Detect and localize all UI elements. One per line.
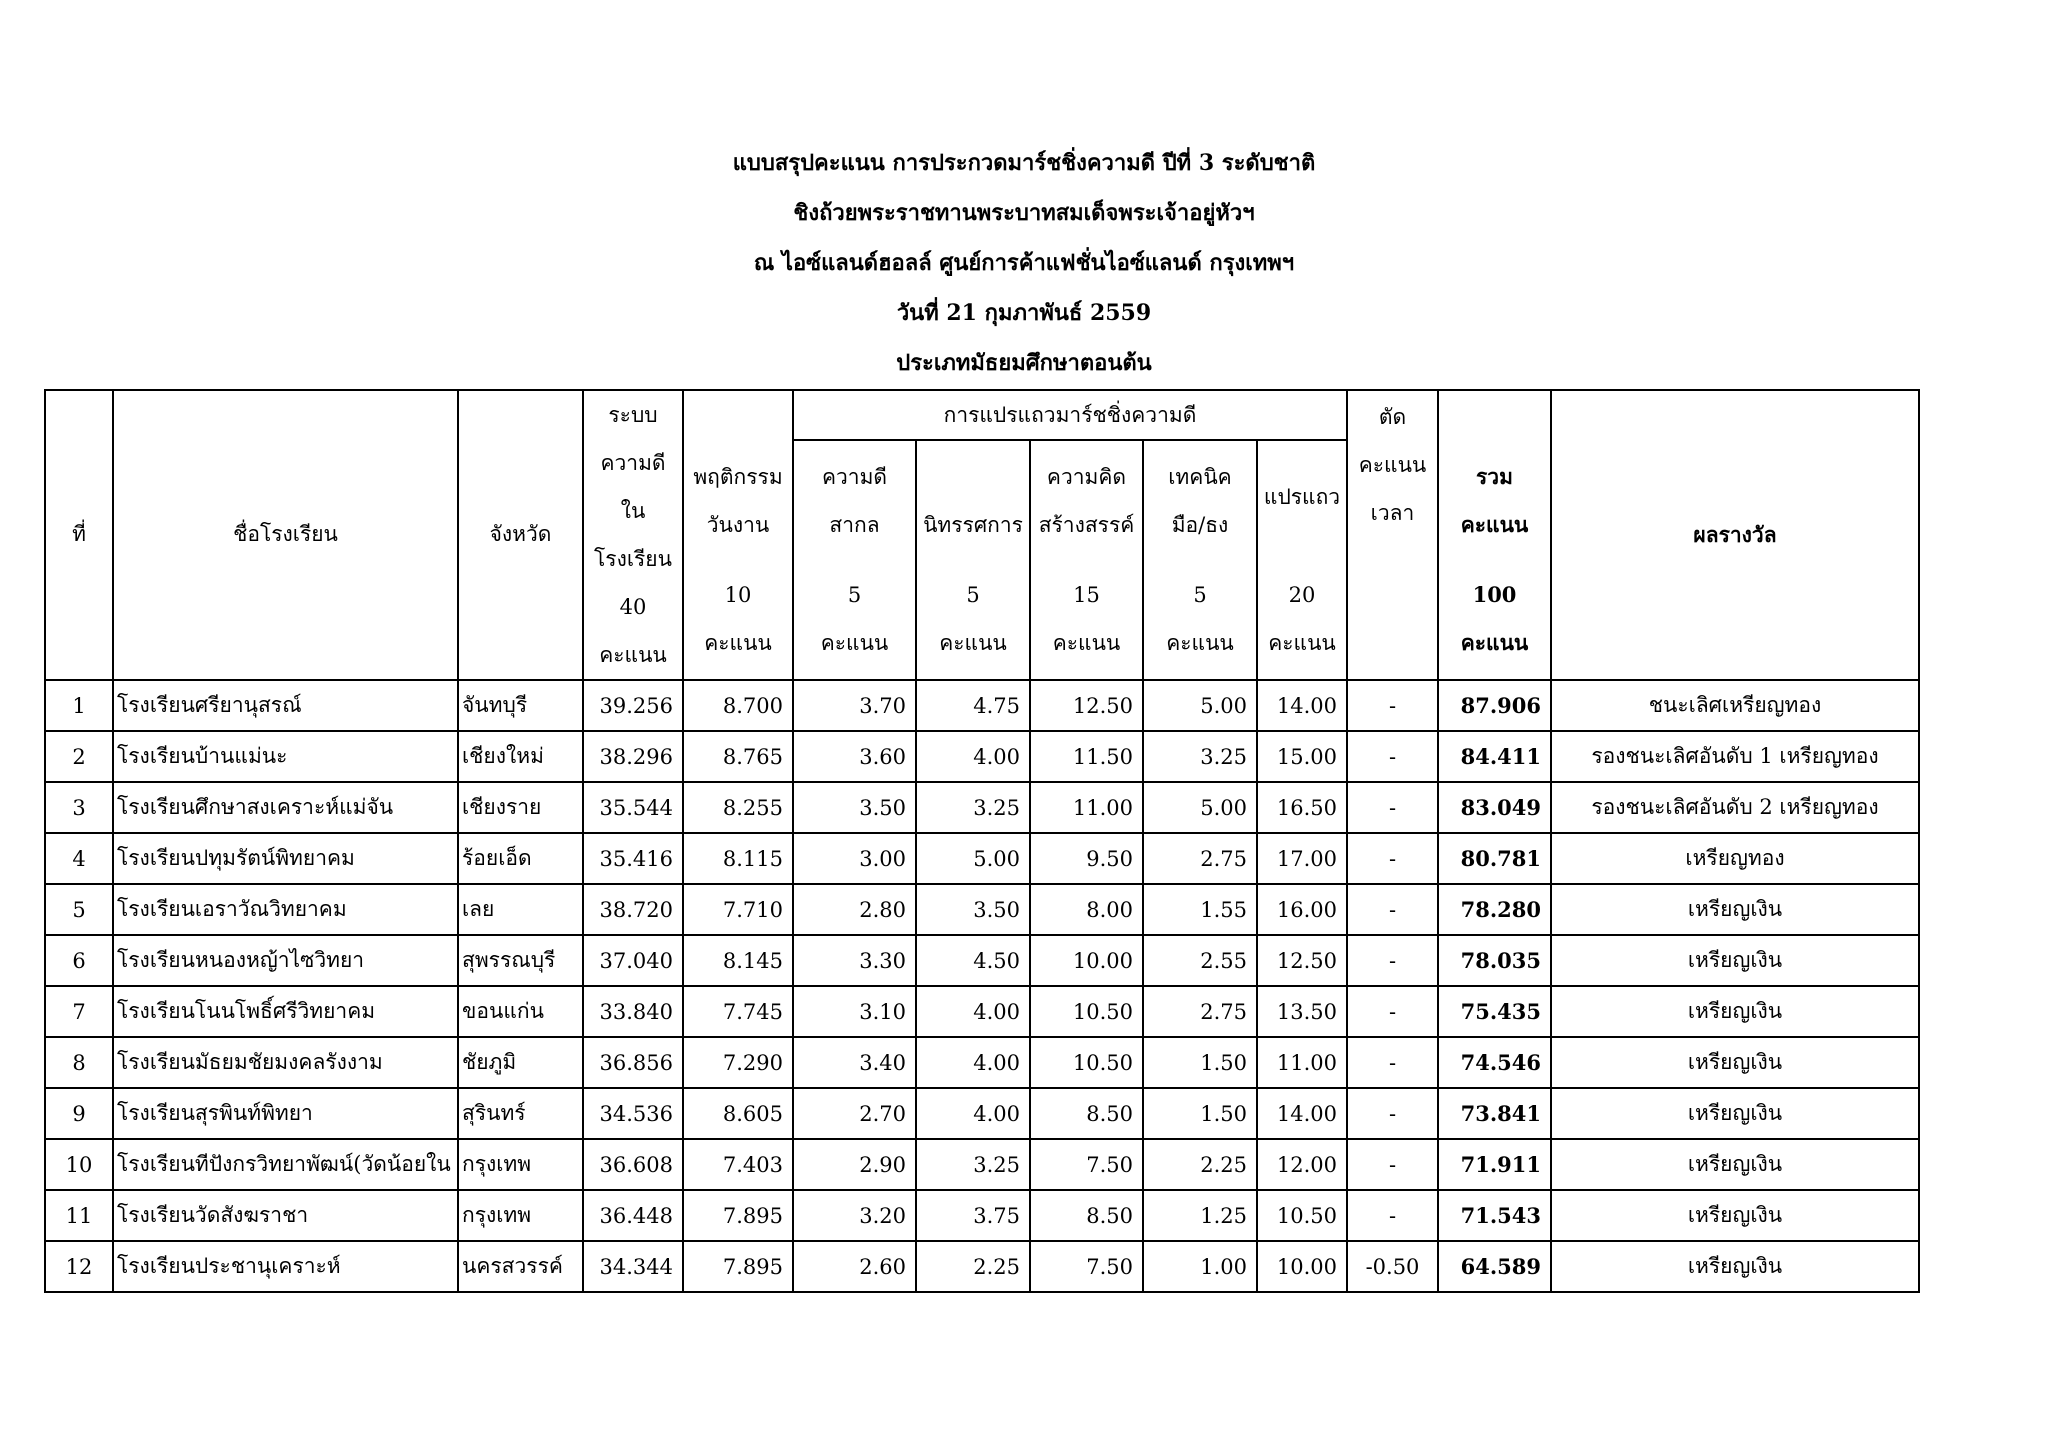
cell-exhibition: 3.50 [916, 884, 1030, 935]
cell-award: รองชนะเลิศอันดับ 2 เหรียญทอง [1551, 782, 1919, 833]
cell-universal: 3.40 [793, 1037, 916, 1088]
header-technique-line: 5 [1193, 583, 1207, 608]
header-creativity-line: 15 [1073, 583, 1100, 608]
cell-formation: 13.50 [1257, 986, 1347, 1037]
cell-behavior: 7.710 [683, 884, 793, 935]
cell-no: 11 [45, 1190, 113, 1241]
cell-total: 64.589 [1438, 1241, 1551, 1292]
cell-creativity: 11.50 [1030, 731, 1143, 782]
cell-formation: 10.00 [1257, 1241, 1347, 1292]
header-technique-line: มือ/ธง [1171, 513, 1229, 538]
cell-deduct: - [1347, 935, 1438, 986]
cell-technique: 1.50 [1143, 1037, 1257, 1088]
cell-no: 8 [45, 1037, 113, 1088]
cell-award: เหรียญทอง [1551, 833, 1919, 884]
cell-no: 12 [45, 1241, 113, 1292]
cell-creativity: 7.50 [1030, 1241, 1143, 1292]
header-behavior-line: 10 [724, 583, 752, 607]
cell-school: โรงเรียนศรียานุสรณ์ [113, 680, 458, 731]
score-table [44, 389, 1920, 1293]
cell-universal: 3.20 [793, 1190, 916, 1241]
header-technique-line: เทคนิค [1168, 465, 1232, 490]
cell-technique: 2.55 [1143, 935, 1257, 986]
cell-system: 35.544 [583, 782, 683, 833]
header-exhibition-line: คะแนน [939, 631, 1007, 656]
cell-award: เหรียญเงิน [1551, 1088, 1919, 1139]
cell-system: 38.720 [583, 884, 683, 935]
header-province: จังหวัด [458, 390, 583, 680]
cell-deduct: - [1347, 782, 1438, 833]
title-line-2: ชิงถ้วยพระราชทานพระบาทสมเด็จพระเจ้าอยู่หัวฯ [793, 200, 1255, 226]
header-behavior-line: พฤติกรรม [693, 465, 783, 489]
cell-formation: 16.00 [1257, 884, 1347, 935]
cell-total: 74.546 [1438, 1037, 1551, 1088]
cell-technique: 1.50 [1143, 1088, 1257, 1139]
cell-no: 9 [45, 1088, 113, 1139]
header-system-line: คะแนน [599, 643, 667, 667]
cell-behavior: 8.700 [683, 680, 793, 731]
cell-technique: 2.75 [1143, 833, 1257, 884]
cell-behavior: 7.895 [683, 1190, 793, 1241]
header-universal-line: ความดี [821, 465, 888, 490]
title-line-5: ประเภทมัธยมศึกษาตอนต้น [896, 350, 1152, 376]
cell-behavior: 7.290 [683, 1037, 793, 1088]
header-deduct-line: ตัด [1378, 405, 1407, 429]
cell-province: กรุงเทพ [458, 1139, 583, 1190]
header-formation-line: คะแนน [1268, 631, 1336, 656]
cell-deduct: - [1347, 1037, 1438, 1088]
cell-technique: 1.00 [1143, 1241, 1257, 1292]
cell-system: 39.256 [583, 680, 683, 731]
cell-exhibition: 4.00 [916, 986, 1030, 1037]
cell-total: 75.435 [1438, 986, 1551, 1037]
header-formation-line: 20 [1288, 583, 1316, 608]
cell-technique: 1.25 [1143, 1190, 1257, 1241]
header-system-line: ระบบ [608, 403, 658, 427]
cell-exhibition: 3.25 [916, 1139, 1030, 1190]
header-exhibition [916, 440, 1030, 680]
cell-technique: 3.25 [1143, 731, 1257, 782]
header-deduct-line: เวลา [1370, 501, 1415, 525]
cell-system: 34.344 [583, 1241, 683, 1292]
header-universal-line: 5 [847, 583, 862, 608]
header-creativity [1030, 440, 1143, 680]
cell-province: สุรินทร์ [458, 1088, 583, 1139]
cell-deduct: - [1347, 1088, 1438, 1139]
cell-school: โรงเรียนสุรพินท์พิทยา [113, 1088, 458, 1139]
cell-school: โรงเรียนประชานุเคราะห์ [113, 1241, 458, 1292]
cell-deduct: - [1347, 986, 1438, 1037]
cell-creativity: 9.50 [1030, 833, 1143, 884]
cell-no: 3 [45, 782, 113, 833]
header-group-marching: การแปรแถวมาร์ชชิ่งความดี [793, 390, 1347, 440]
header-exhibition-line: 5 [966, 583, 980, 608]
header-system-line: โรงเรียน [594, 547, 672, 571]
cell-province: เชียงราย [458, 782, 583, 833]
cell-province: เลย [458, 884, 583, 935]
cell-system: 36.856 [583, 1037, 683, 1088]
cell-no: 10 [45, 1139, 113, 1190]
cell-school: โรงเรียนเอราวัณวิทยาคม [113, 884, 458, 935]
table-row [45, 1037, 1919, 1088]
cell-exhibition: 4.75 [916, 680, 1030, 731]
cell-award: เหรียญเงิน [1551, 1139, 1919, 1190]
cell-deduct: - [1347, 680, 1438, 731]
cell-universal: 3.10 [793, 986, 916, 1037]
cell-formation: 12.50 [1257, 935, 1347, 986]
header-technique [1143, 440, 1257, 680]
header-universal-line: สากล [829, 513, 880, 538]
cell-formation: 14.00 [1257, 680, 1347, 731]
cell-award: ชนะเลิศเหรียญทอง [1551, 680, 1919, 731]
cell-total: 83.049 [1438, 782, 1551, 833]
cell-universal: 3.00 [793, 833, 916, 884]
cell-no: 6 [45, 935, 113, 986]
cell-no: 4 [45, 833, 113, 884]
header-universal [793, 440, 916, 680]
header-creativity-line: ความคิด [1046, 465, 1127, 490]
cell-exhibition: 4.00 [916, 1088, 1030, 1139]
cell-behavior: 8.605 [683, 1088, 793, 1139]
table-row [45, 884, 1919, 935]
cell-creativity: 11.00 [1030, 782, 1143, 833]
cell-system: 37.040 [583, 935, 683, 986]
cell-behavior: 8.255 [683, 782, 793, 833]
cell-province: จันทบุรี [458, 680, 583, 731]
cell-award: เหรียญเงิน [1551, 884, 1919, 935]
cell-universal: 2.70 [793, 1088, 916, 1139]
cell-behavior: 8.115 [683, 833, 793, 884]
cell-award: เหรียญเงิน [1551, 1190, 1919, 1241]
cell-school: โรงเรียนทีปังกรวิทยาพัฒน์(วัดน้อยใน [113, 1139, 458, 1190]
cell-award: เหรียญเงิน [1551, 1241, 1919, 1292]
cell-behavior: 7.895 [683, 1241, 793, 1292]
cell-system: 36.448 [583, 1190, 683, 1241]
header-total-line: 100 [1472, 582, 1517, 607]
cell-universal: 3.70 [793, 680, 916, 731]
cell-universal: 3.30 [793, 935, 916, 986]
title-line-3: ณ ไอซ์แลนด์ฮอลล์ ศูนย์การค้าแฟชั่นไอซ์แลนด์ กรุงเทพฯ [753, 250, 1295, 276]
cell-award: เหรียญเงิน [1551, 1037, 1919, 1088]
cell-system: 34.536 [583, 1088, 683, 1139]
header-total-line: คะแนน [1460, 512, 1529, 537]
header-system-line: 40 [619, 595, 647, 619]
cell-school: โรงเรียนศึกษาสงเคราะห์แม่จัน [113, 782, 458, 833]
cell-universal: 2.80 [793, 884, 916, 935]
cell-formation: 10.50 [1257, 1190, 1347, 1241]
cell-total: 71.543 [1438, 1190, 1551, 1241]
header-system-line: ความดี [600, 451, 666, 475]
title-line-4: วันที่ 21 กุมภาพันธ์ 2559 [896, 300, 1152, 326]
cell-total: 87.906 [1438, 680, 1551, 731]
cell-behavior: 8.765 [683, 731, 793, 782]
cell-province: สุพรรณบุรี [458, 935, 583, 986]
table-row [45, 935, 1919, 986]
header-creativity-line: สร้างสรรค์ [1038, 513, 1135, 538]
cell-formation: 15.00 [1257, 731, 1347, 782]
cell-deduct: -0.50 [1347, 1241, 1438, 1292]
cell-exhibition: 4.00 [916, 731, 1030, 782]
cell-no: 1 [45, 680, 113, 731]
table-row [45, 1088, 1919, 1139]
cell-school: โรงเรียนโนนโพธิ์ศรีวิทยาคม [113, 986, 458, 1037]
cell-formation: 12.00 [1257, 1139, 1347, 1190]
cell-deduct: - [1347, 833, 1438, 884]
cell-school: โรงเรียนหนองหญ้าไซวิทยา [113, 935, 458, 986]
cell-province: ชัยภูมิ [458, 1037, 583, 1088]
cell-exhibition: 4.00 [916, 1037, 1030, 1088]
header-behavior-line: วันงาน [706, 513, 770, 537]
cell-total: 78.035 [1438, 935, 1551, 986]
cell-formation: 17.00 [1257, 833, 1347, 884]
cell-deduct: - [1347, 884, 1438, 935]
header-universal-line: คะแนน [820, 631, 889, 656]
cell-total: 73.841 [1438, 1088, 1551, 1139]
cell-exhibition: 3.25 [916, 782, 1030, 833]
table-row [45, 680, 1919, 731]
cell-system: 36.608 [583, 1139, 683, 1190]
document-title-block [0, 138, 2048, 388]
cell-creativity: 8.50 [1030, 1088, 1143, 1139]
header-school: ชื่อโรงเรียน [113, 390, 458, 680]
cell-deduct: - [1347, 1190, 1438, 1241]
cell-school: โรงเรียนบ้านแม่นะ [113, 731, 458, 782]
cell-total: 78.280 [1438, 884, 1551, 935]
cell-deduct: - [1347, 1139, 1438, 1190]
cell-formation: 16.50 [1257, 782, 1347, 833]
cell-technique: 5.00 [1143, 680, 1257, 731]
cell-exhibition: 2.25 [916, 1241, 1030, 1292]
cell-exhibition: 3.75 [916, 1190, 1030, 1241]
table-row [45, 782, 1919, 833]
cell-total: 80.781 [1438, 833, 1551, 884]
table-row [45, 731, 1919, 782]
cell-creativity: 10.50 [1030, 1037, 1143, 1088]
cell-exhibition: 5.00 [916, 833, 1030, 884]
cell-technique: 2.25 [1143, 1139, 1257, 1190]
table-row [45, 1190, 1919, 1241]
header-award: ผลรางวัล [1551, 390, 1919, 680]
cell-behavior: 8.145 [683, 935, 793, 986]
cell-province: นครสวรรค์ [458, 1241, 583, 1292]
cell-creativity: 8.00 [1030, 884, 1143, 935]
cell-universal: 2.60 [793, 1241, 916, 1292]
cell-creativity: 10.00 [1030, 935, 1143, 986]
cell-school: โรงเรียนมัธยมชัยมงคลรังงาม [113, 1037, 458, 1088]
cell-province: ขอนแก่น [458, 986, 583, 1037]
header-creativity-line: คะแนน [1052, 631, 1121, 656]
cell-school: โรงเรียนปทุมรัตน์พิทยาคม [113, 833, 458, 884]
header-behavior-line: คะแนน [704, 631, 772, 655]
header-formation [1257, 440, 1347, 680]
cell-deduct: - [1347, 731, 1438, 782]
table-row [45, 1241, 1919, 1292]
cell-school: โรงเรียนวัดสังฆราชา [113, 1190, 458, 1241]
cell-behavior: 7.403 [683, 1139, 793, 1190]
table-row [45, 833, 1919, 884]
cell-award: เหรียญเงิน [1551, 935, 1919, 986]
cell-award: รองชนะเลิศอันดับ 1 เหรียญทอง [1551, 731, 1919, 782]
header-total-line: คะแนน [1460, 630, 1529, 655]
cell-system: 35.416 [583, 833, 683, 884]
cell-technique: 2.75 [1143, 986, 1257, 1037]
cell-technique: 5.00 [1143, 782, 1257, 833]
header-no: ที่ [45, 390, 113, 680]
header-total-line: รวม [1476, 464, 1513, 489]
cell-behavior: 7.745 [683, 986, 793, 1037]
cell-exhibition: 4.50 [916, 935, 1030, 986]
cell-universal: 3.50 [793, 782, 916, 833]
cell-formation: 11.00 [1257, 1037, 1347, 1088]
cell-no: 5 [45, 884, 113, 935]
cell-creativity: 8.50 [1030, 1190, 1143, 1241]
cell-no: 7 [45, 986, 113, 1037]
table-row [45, 1139, 1919, 1190]
header-deduct-line: คะแนน [1358, 453, 1427, 477]
cell-creativity: 10.50 [1030, 986, 1143, 1037]
cell-technique: 1.55 [1143, 884, 1257, 935]
cell-system: 33.840 [583, 986, 683, 1037]
header-deduct [1347, 390, 1438, 680]
cell-creativity: 12.50 [1030, 680, 1143, 731]
cell-total: 84.411 [1438, 731, 1551, 782]
cell-no: 2 [45, 731, 113, 782]
table-row [45, 986, 1919, 1037]
cell-universal: 3.60 [793, 731, 916, 782]
cell-award: เหรียญเงิน [1551, 986, 1919, 1037]
cell-creativity: 7.50 [1030, 1139, 1143, 1190]
header-exhibition-line: นิทรรศการ [923, 513, 1023, 538]
cell-province: กรุงเทพ [458, 1190, 583, 1241]
cell-total: 71.911 [1438, 1139, 1551, 1190]
cell-universal: 2.90 [793, 1139, 916, 1190]
cell-province: เชียงใหม่ [458, 731, 583, 782]
header-formation-line: แปรแถว [1263, 485, 1341, 510]
header-system-line: ใน [620, 499, 646, 523]
title-line-1: แบบสรุปคะแนน การประกวดมาร์ชชิ่งความดี ปีที่ 3 ระดับชาติ [732, 150, 1316, 176]
header-technique-line: คะแนน [1166, 631, 1234, 656]
header-total [1438, 390, 1551, 680]
cell-province: ร้อยเอ็ด [458, 833, 583, 884]
cell-system: 38.296 [583, 731, 683, 782]
cell-formation: 14.00 [1257, 1088, 1347, 1139]
header-system [583, 390, 683, 680]
header-behavior [683, 390, 793, 680]
